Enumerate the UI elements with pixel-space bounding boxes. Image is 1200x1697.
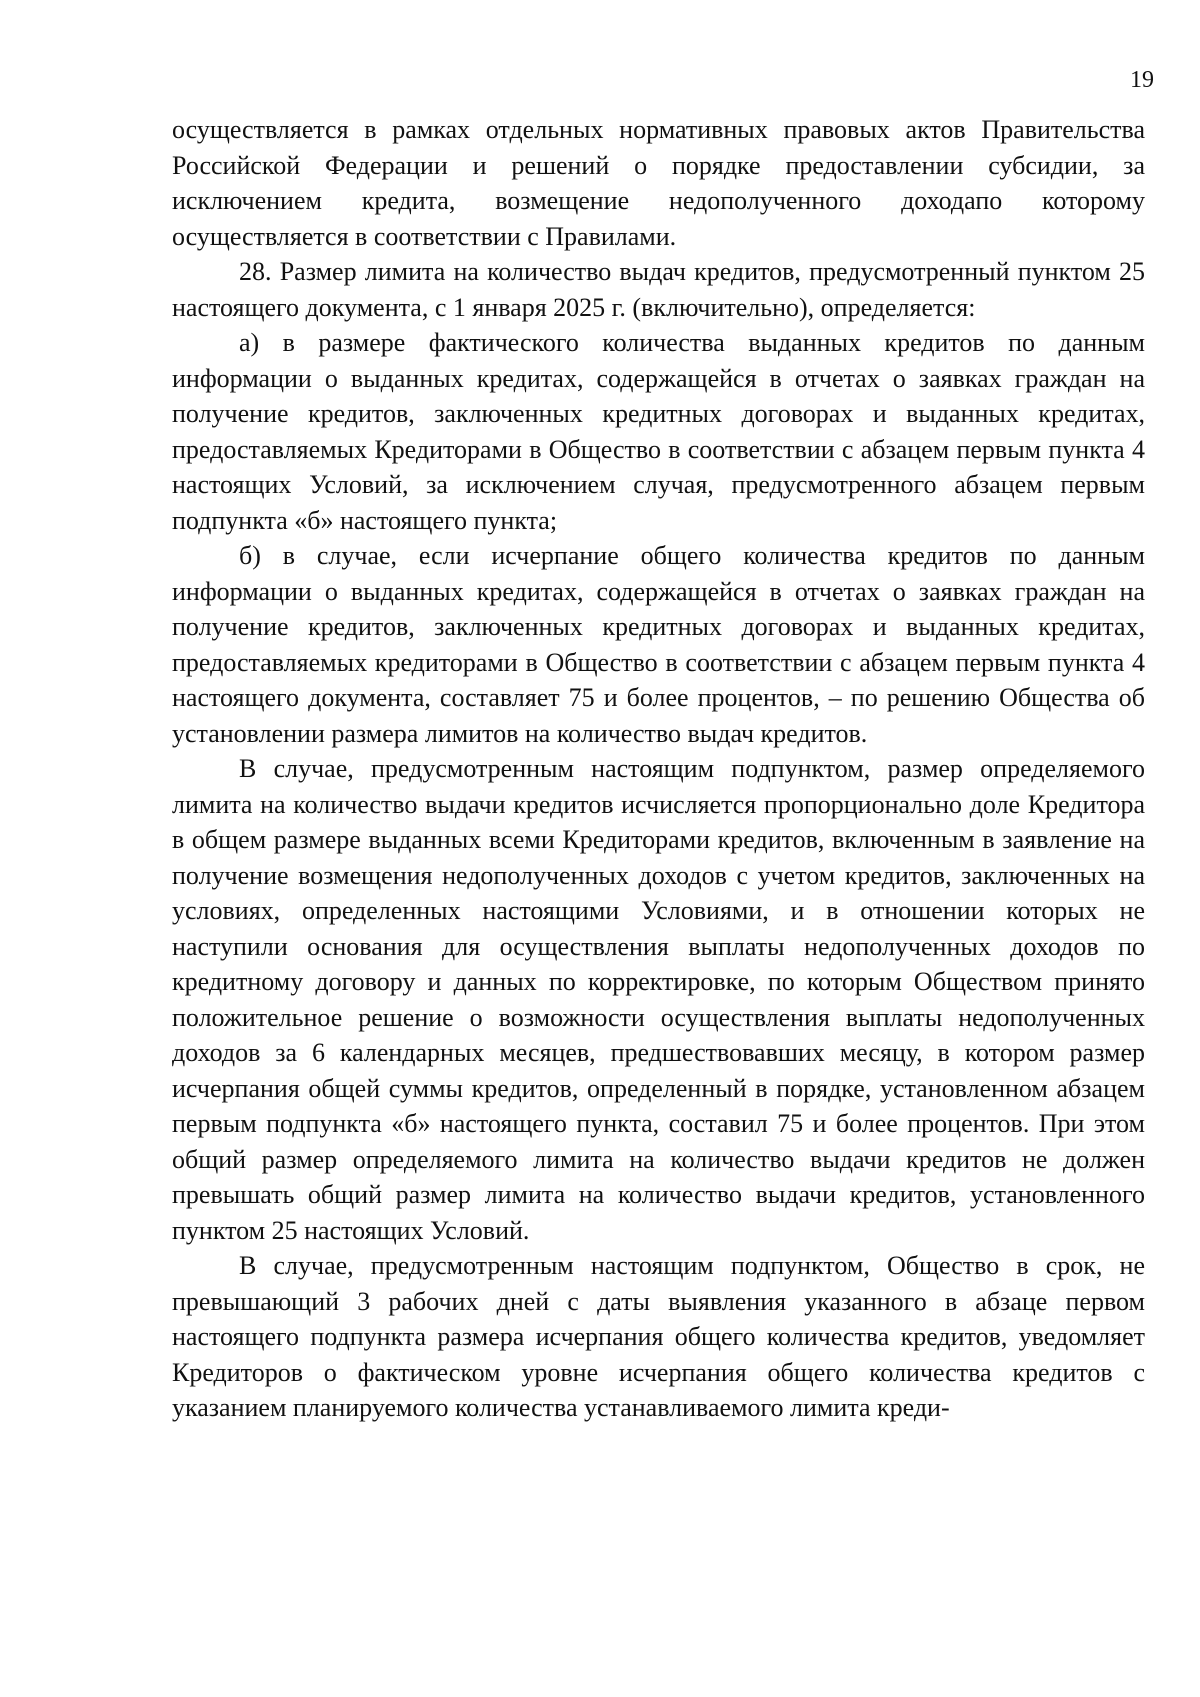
document-body [172, 112, 1145, 1426]
paragraph-limit-calculation: В случае, предусмотренным настоящим подпунктом, размер определяемого лимита на количество выдачи кредитов исчисляется пропорционально доле Кредитора в общем размере выданных всеми Кредиторами кредитов, включенным в заявление на получение возмещения недополученных доходов с учетом кредитов, заключенных на условиях, определенных настоящими Условиями, и в отношении которых не наступили основания для осуществления выплаты недополученных доходов по кредитному договору и данных по корректировке, по которым Обществом принято положительное решение о возможности осуществления выплаты недополученных доходов за 6 календарных месяцев, предшествовавших месяцу, в котором размер исчерпания общей суммы кредитов, определенный в порядке, установленном абзацем первым подпункта «б» настоящего пункта, составил 75 и более процентов. При этом общий размер определяемого лимита на количество выдачи кредитов не должен превышать общий размер лимита на количество выдачи кредитов, установленного пунктом 25 настоящих Условий. [172, 754, 1145, 1245]
paragraph-subitem-b: б) в случае, если исчерпание общего количества кредитов по данным информации о выданных кредитах, содержащейся в отчетах о заявках граждан на получение кредитов, заключенных кредитных договорах и выданных кредитах, предоставляемых кредиторами в Общество в соответствии с абзацем первым пункта 4 настоящего документа, составляет 75 и более процентов, – по решению Общества об установлении размера лимитов на количество выдач кредитов. [172, 541, 1145, 748]
paragraph-continuation: осуществляется в рамках отдельных нормативных правовых актов Правительства Российской Федерации и решений о порядке предоставлении субсидии, за исключением кредита, возмещение недополученного доходапо которому осуществляется в соответствии с Правилами. [172, 115, 1145, 251]
paragraph-item-28: 28. Размер лимита на количество выдач кредитов, предусмотренный пунктом 25 настоящего документа, с 1 января 2025 г. (включительно), определяется: [172, 257, 1145, 322]
paragraph-subitem-a: а) в размере фактического количества выданных кредитов по данным информации о выданных кредитах, содержащейся в отчетах о заявках граждан на получение кредитов, заключенных кредитных договорах и выданных кредитах, предоставляемых Кредиторами в Общество в соответствии с абзацем первым пункта 4 настоящих Условий, за исключением случая, предусмотренного абзацем первым подпункта «б» настоящего пункта; [172, 328, 1145, 535]
paragraph-creditor-notice: В случае, предусмотренным настоящим подпунктом, Общество в срок, не превышающий 3 рабочих дней с даты выявления указанного в абзаце первом настоящего подпункта размера исчерпания общего количества кредитов, уведомляет Кредиторов о фактическом уровне исчерпания общего количества кредитов с указанием планируемого количества устанавливаемого лимита креди- [172, 1251, 1145, 1422]
page-number: 19 [1130, 67, 1154, 93]
